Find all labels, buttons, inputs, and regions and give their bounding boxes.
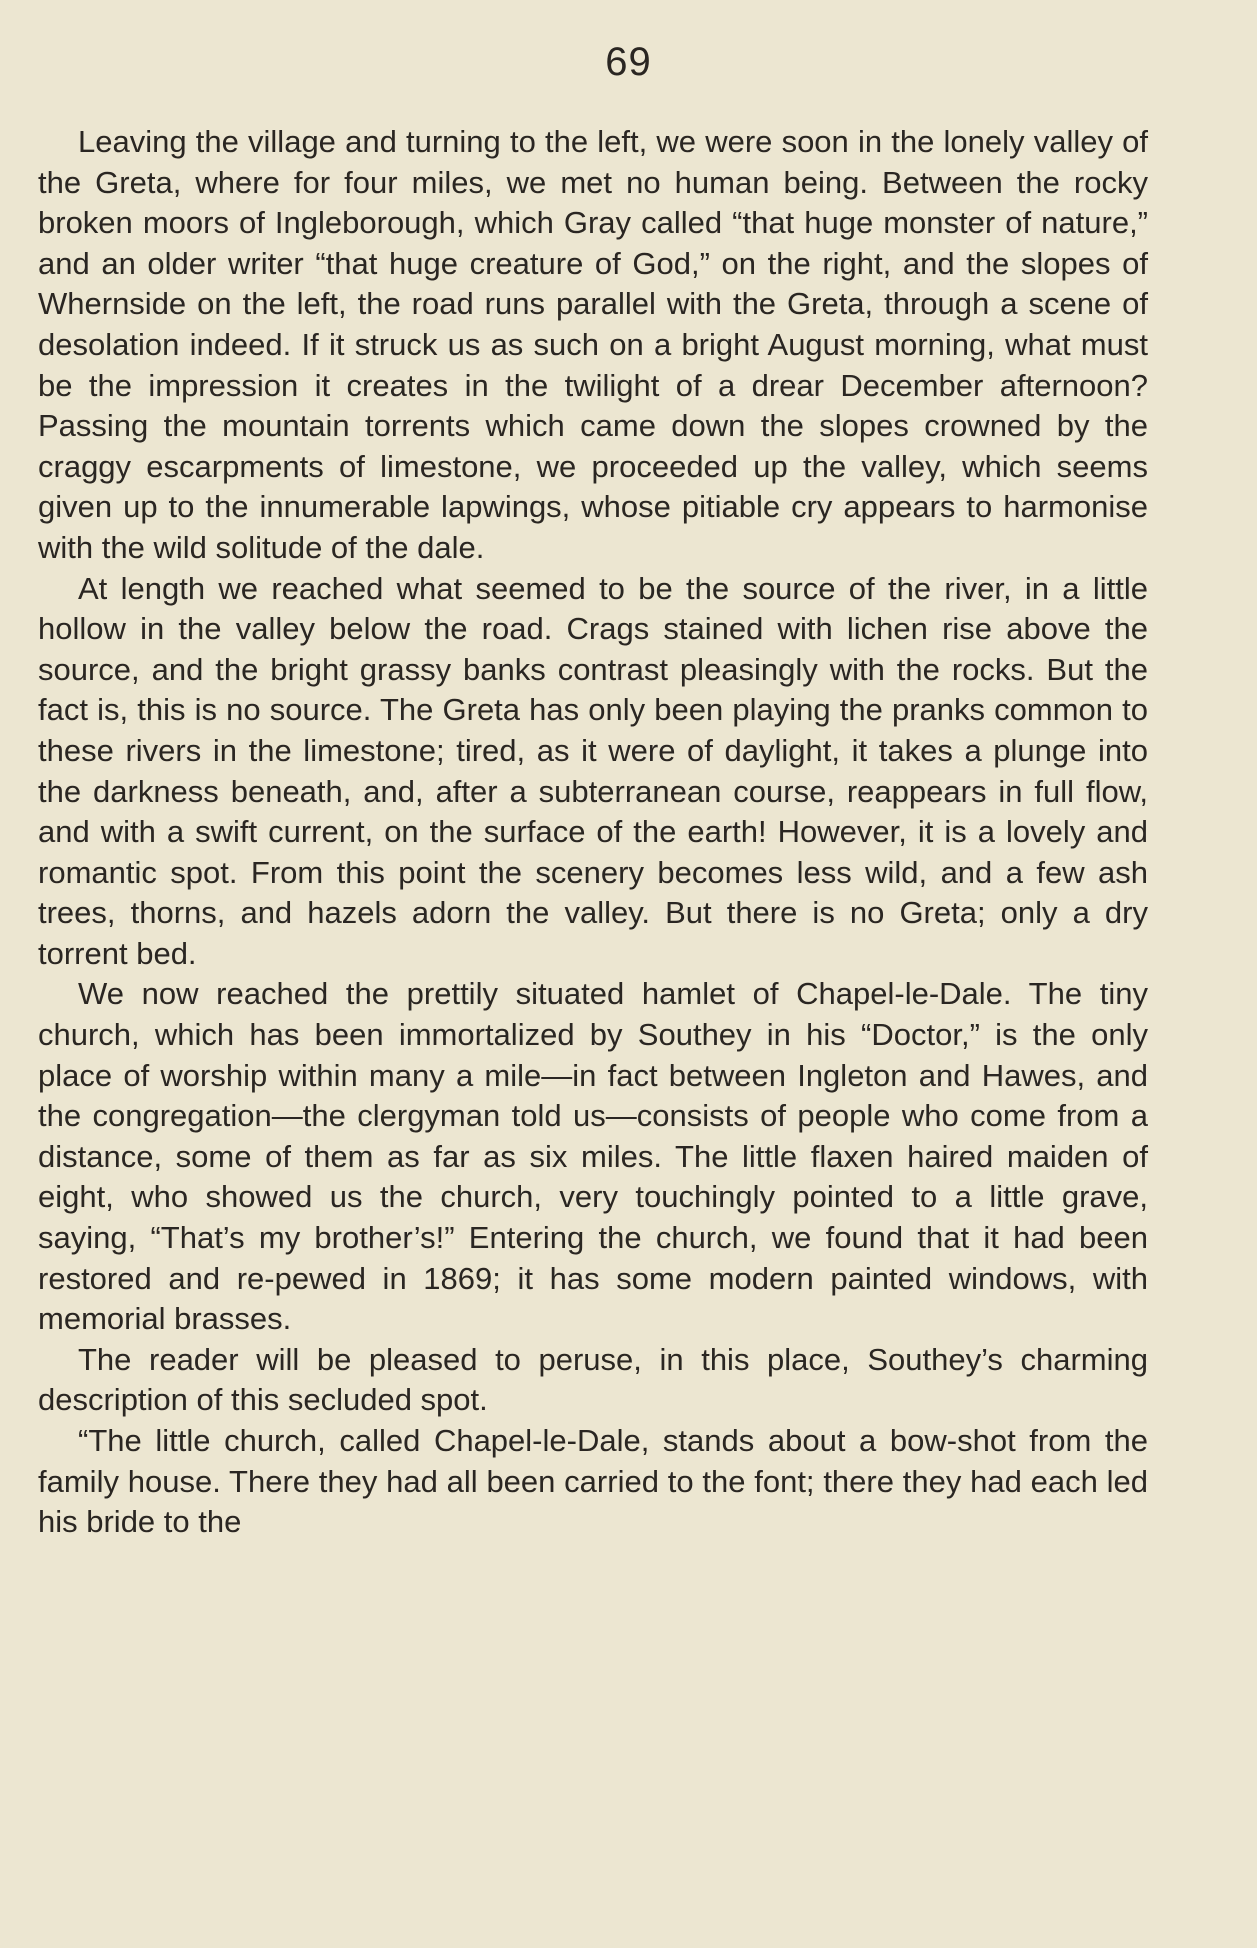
text-column xyxy=(38,122,1148,1543)
paragraph-greta-valley: Leaving the village and turning to the left, we were soon in the lonely valley of the Greta, where for four miles, we met no human being. Between the rocky broken moors of Ingleborough, which Gray called “that huge monster of nature,” and an older writer “that huge creature of God,” on the right, and the slopes of Whernside on the left, the road runs parallel with the Greta, through a scene of desolation indeed. If it struck us as such on a bright August morning, what must be the impression it creates in the twilight of a drear December afternoon? Passing the mountain torrents which came down the slopes crowned by the craggy escarpments of limestone, we proceeded up the valley, which seems given up to the innumerable lapwings, whose pitiable cry appears to harmonise with the wild solitude of the dale. xyxy=(38,124,1148,565)
page-number: 69 xyxy=(605,40,652,84)
paragraph-southey-intro: The reader will be pleased to peruse, in this place, Southey’s charming description of this secluded spot. xyxy=(38,1341,1148,1418)
paragraph-river-source: At length we reached what seemed to be the source of the river, in a little hollow in the valley below the road. Crags stained with lichen rise above the source, and the bright grassy banks contrast pleasingly with the rocks. But the fact is, this is no source. The Greta has only been playing the pranks common to these rivers in the limestone; tired, as it were of daylight, it takes a plunge into the darkness beneath, and, after a subterranean course, reappears in full flow, and with a swift current, on the surface of the earth! However, it is a lovely and romantic spot. From this point the scenery becomes less wild, and a few ash trees, thorns, and hazels adorn the valley. But there is no Greta; only a dry torrent bed. xyxy=(38,570,1148,971)
paragraph-southey-quote: “The little church, called Chapel-le-Dale, stands about a bow-shot from the family house. There they had all been carried to the font; there they had each led his bride to the xyxy=(38,1423,1148,1540)
paragraph-chapel-le-dale: We now reached the prettily situated hamlet of Chapel-le-Dale. The tiny church, which has been immortalized by Southey in his “Doctor,” is the only place of worship within many a mile—in fact between Ingleton and Hawes, and the congregation—the clergyman told us—consists of people who come from a distance, some of them as far as six miles. The little flaxen haired maiden of eight, who showed us the church, very touchingly pointed to a little grave, saying, “That’s my brother’s!” Entering the church, we found that it had been restored and re-pewed in 1869; it has some modern painted windows, with memorial brasses. xyxy=(38,976,1148,1337)
